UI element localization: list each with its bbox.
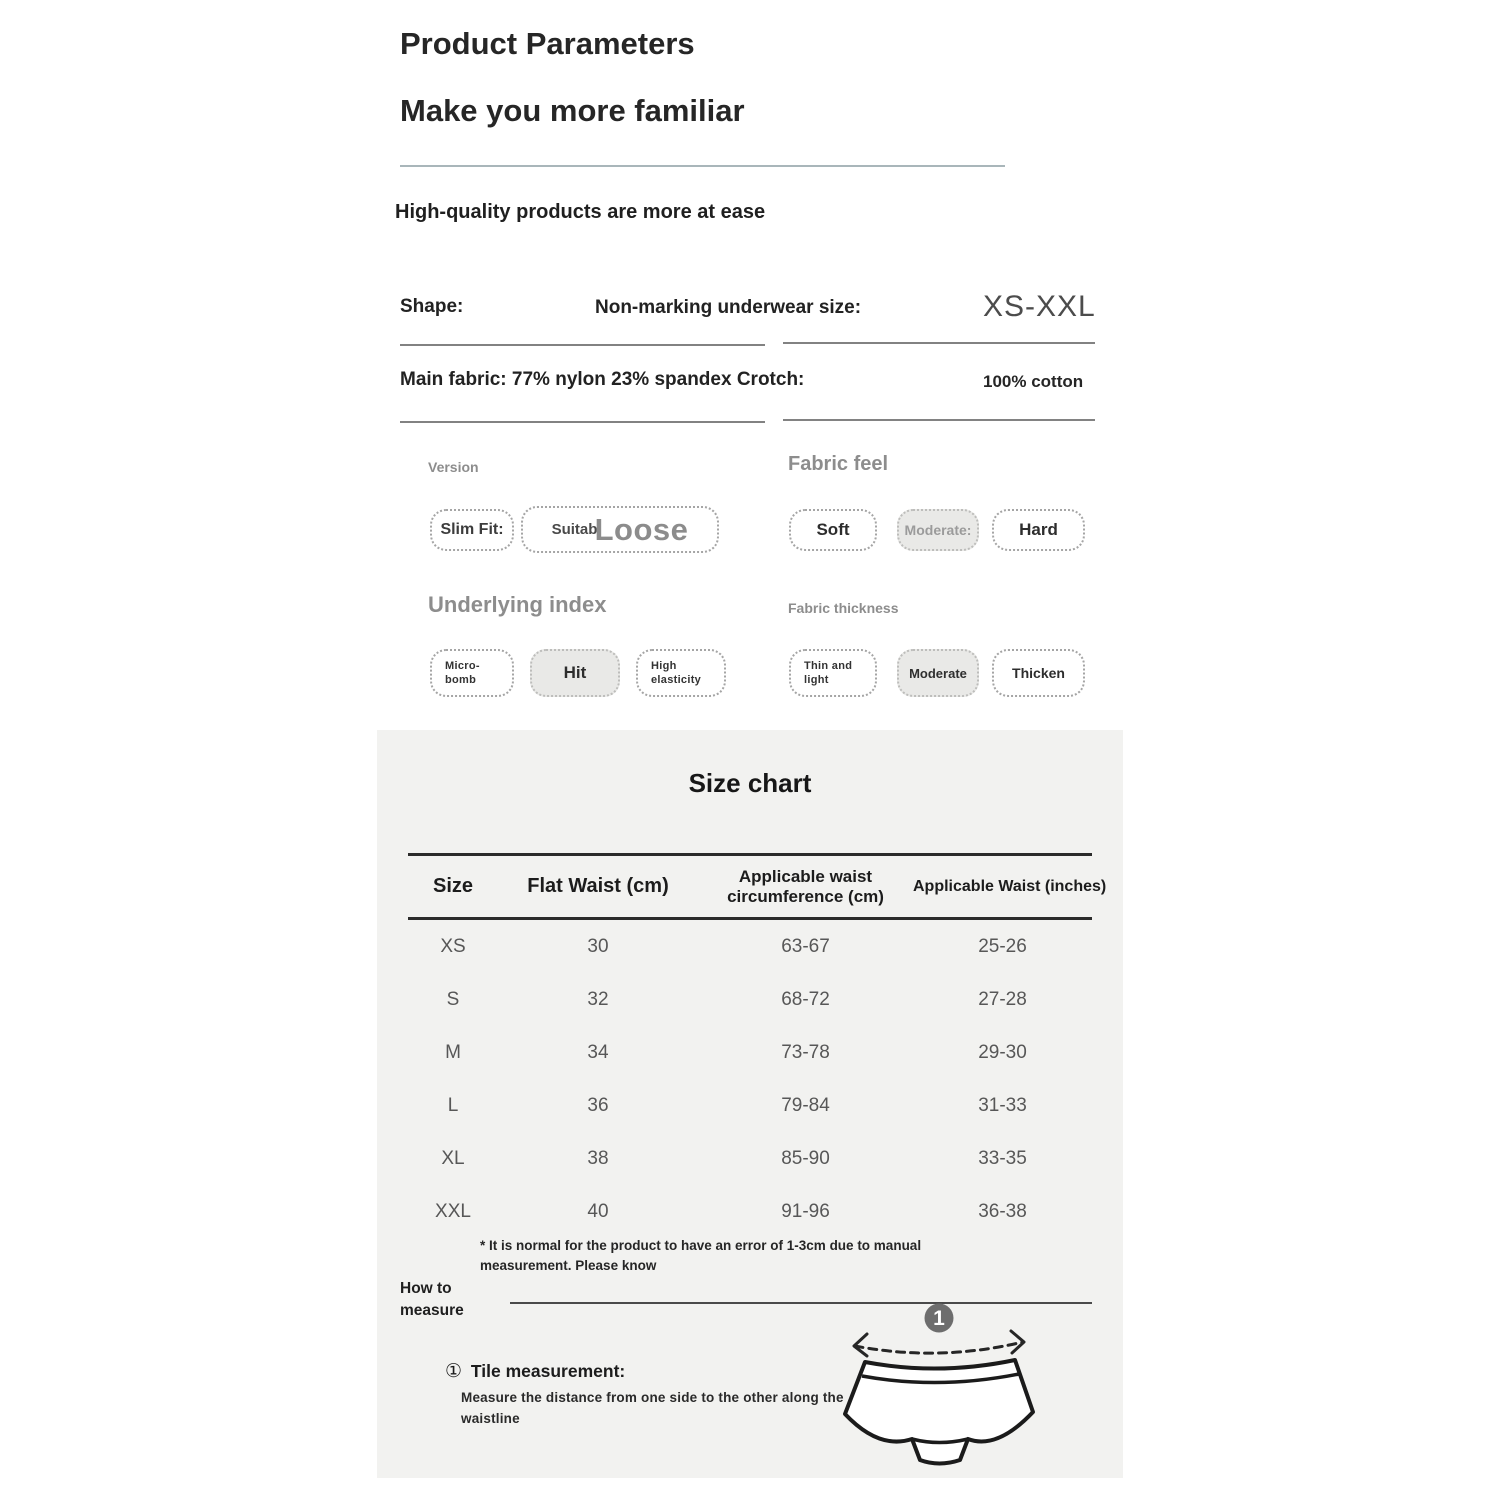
- cell-size: M: [445, 1041, 461, 1063]
- version-group-title: Version: [428, 459, 479, 475]
- badge-label-line2: bomb: [445, 674, 477, 686]
- circled-one-icon: ①: [445, 1361, 463, 1382]
- cell-flat-waist: 32: [587, 988, 609, 1010]
- badge-label-line1: High: [651, 659, 677, 672]
- cell-waist-cm: 85-90: [781, 1147, 830, 1169]
- cell-size: XL: [441, 1147, 465, 1169]
- page-title: Product Parameters: [400, 26, 695, 61]
- cell-waist-cm: 79-84: [781, 1094, 830, 1116]
- header-divider: [400, 165, 1005, 167]
- cell-waist-inches: 29-30: [978, 1041, 1027, 1063]
- size-chart-panel: [377, 730, 1123, 1478]
- cell-flat-waist: 40: [587, 1200, 609, 1222]
- page-subtitle: Make you more familiar: [400, 93, 745, 128]
- cell-flat-waist: 34: [587, 1041, 609, 1063]
- cell-size: S: [446, 988, 460, 1010]
- column-header-flat-waist: Flat Waist (cm): [527, 875, 669, 898]
- fabric-thickness-group-title: Fabric thickness: [788, 600, 899, 616]
- tile-measurement-title: [445, 1360, 625, 1383]
- size-chart-title: Size chart: [688, 768, 812, 798]
- cell-waist-cm: 63-67: [781, 935, 830, 957]
- how-to-measure-heading: How to measure: [400, 1280, 464, 1319]
- cell-waist-cm: 68-72: [781, 988, 830, 1010]
- badge-label: Thicken: [1012, 665, 1065, 681]
- size-label: Non-marking underwear size:: [595, 297, 862, 318]
- cell-size: L: [447, 1094, 459, 1116]
- size-row-m: [408, 1026, 1092, 1079]
- badge-hard: [992, 509, 1085, 551]
- spec-divider: [400, 421, 765, 423]
- svg-text:1: 1: [933, 1307, 945, 1330]
- cell-waist-inches: 36-38: [978, 1200, 1027, 1222]
- cell-waist-inches: 25-26: [978, 935, 1027, 957]
- dashed-measure-arrow-icon: [854, 1331, 1024, 1356]
- badge-label-line1: Micro-: [445, 659, 480, 672]
- size-range-value: XS-XXL: [983, 290, 1096, 323]
- cell-waist-cm: 73-78: [781, 1041, 830, 1063]
- badge-label: Moderate:: [904, 522, 972, 538]
- column-header-size: Size: [432, 875, 474, 898]
- cell-waist-inches: 31-33: [978, 1094, 1027, 1116]
- badge-thicken: [992, 649, 1085, 697]
- underlying-index-group-title: Underlying index: [428, 592, 607, 617]
- badge-label-small: Suitabl: [551, 521, 602, 538]
- underwear-measurement-illustration: [837, 1298, 1037, 1470]
- cell-flat-waist: 36: [587, 1094, 609, 1116]
- cell-flat-waist: 30: [587, 935, 609, 957]
- spec-divider: [783, 342, 1095, 344]
- fabric-label: Main fabric: 77% nylon 23% spandex Crotch:: [400, 369, 805, 390]
- size-chart-header-row: [408, 855, 1092, 919]
- badge-thin-and-light: [789, 649, 877, 697]
- badge-label-line2: light: [804, 674, 829, 686]
- tile-measurement-description: Measure the distance from one side to the other along the waistline: [461, 1390, 844, 1426]
- badge-micro-bomb: [430, 649, 514, 697]
- size-row-xs: [408, 919, 1092, 974]
- spec-divider: [783, 419, 1095, 421]
- badge-label: Hard: [1019, 520, 1058, 539]
- cell-waist-cm: 91-96: [781, 1200, 830, 1222]
- badge-suitable-loose: [521, 506, 719, 553]
- fabric-feel-group-title: Fabric feel: [788, 453, 889, 475]
- size-row-xl: [408, 1132, 1092, 1185]
- badge-label: Moderate: [909, 665, 967, 681]
- cell-flat-waist: 38: [587, 1147, 609, 1169]
- badge-moderate-feel: [897, 509, 979, 551]
- measure-step-1-marker-icon: [925, 1304, 954, 1333]
- size-row-s: [408, 973, 1092, 1026]
- tile-measurement-label: Tile measurement:: [470, 1361, 626, 1381]
- crotch-material-value: 100% cotton: [983, 372, 1084, 391]
- badge-moderate-thickness: [897, 649, 979, 697]
- badge-label-line2: elasticity: [651, 674, 702, 686]
- cell-size: XXL: [435, 1200, 471, 1222]
- tagline: High-quality products are more at ease: [395, 201, 766, 223]
- column-header-waist-inches: Applicable Waist (inches): [913, 877, 1107, 895]
- shape-label: Shape:: [400, 296, 464, 317]
- badge-label-line1: Thin and: [804, 659, 853, 672]
- column-header-waist-cm: Applicable waist circumference (cm): [727, 867, 884, 906]
- badge-label: Hit: [563, 663, 587, 682]
- badge-slim-fit: [430, 509, 514, 551]
- cell-waist-inches: 27-28: [978, 988, 1027, 1010]
- cell-waist-inches: 33-35: [978, 1147, 1027, 1169]
- measurement-error-footnote: * It is normal for the product to have an error of 1-3cm due to manual measurement. Please know: [480, 1238, 922, 1274]
- badge-label: Soft: [816, 520, 850, 539]
- badge-soft: [789, 509, 877, 551]
- badge-label: Slim Fit:: [440, 521, 504, 538]
- size-chart-table: [408, 853, 1107, 1238]
- spec-divider: [400, 344, 765, 346]
- size-row-l: [408, 1079, 1092, 1132]
- size-row-xxl: [408, 1185, 1092, 1238]
- badge-high-elasticity: [636, 649, 726, 697]
- cell-size: XS: [440, 935, 466, 957]
- badge-hit: [530, 649, 620, 697]
- badge-label-large: Loose: [594, 511, 689, 547]
